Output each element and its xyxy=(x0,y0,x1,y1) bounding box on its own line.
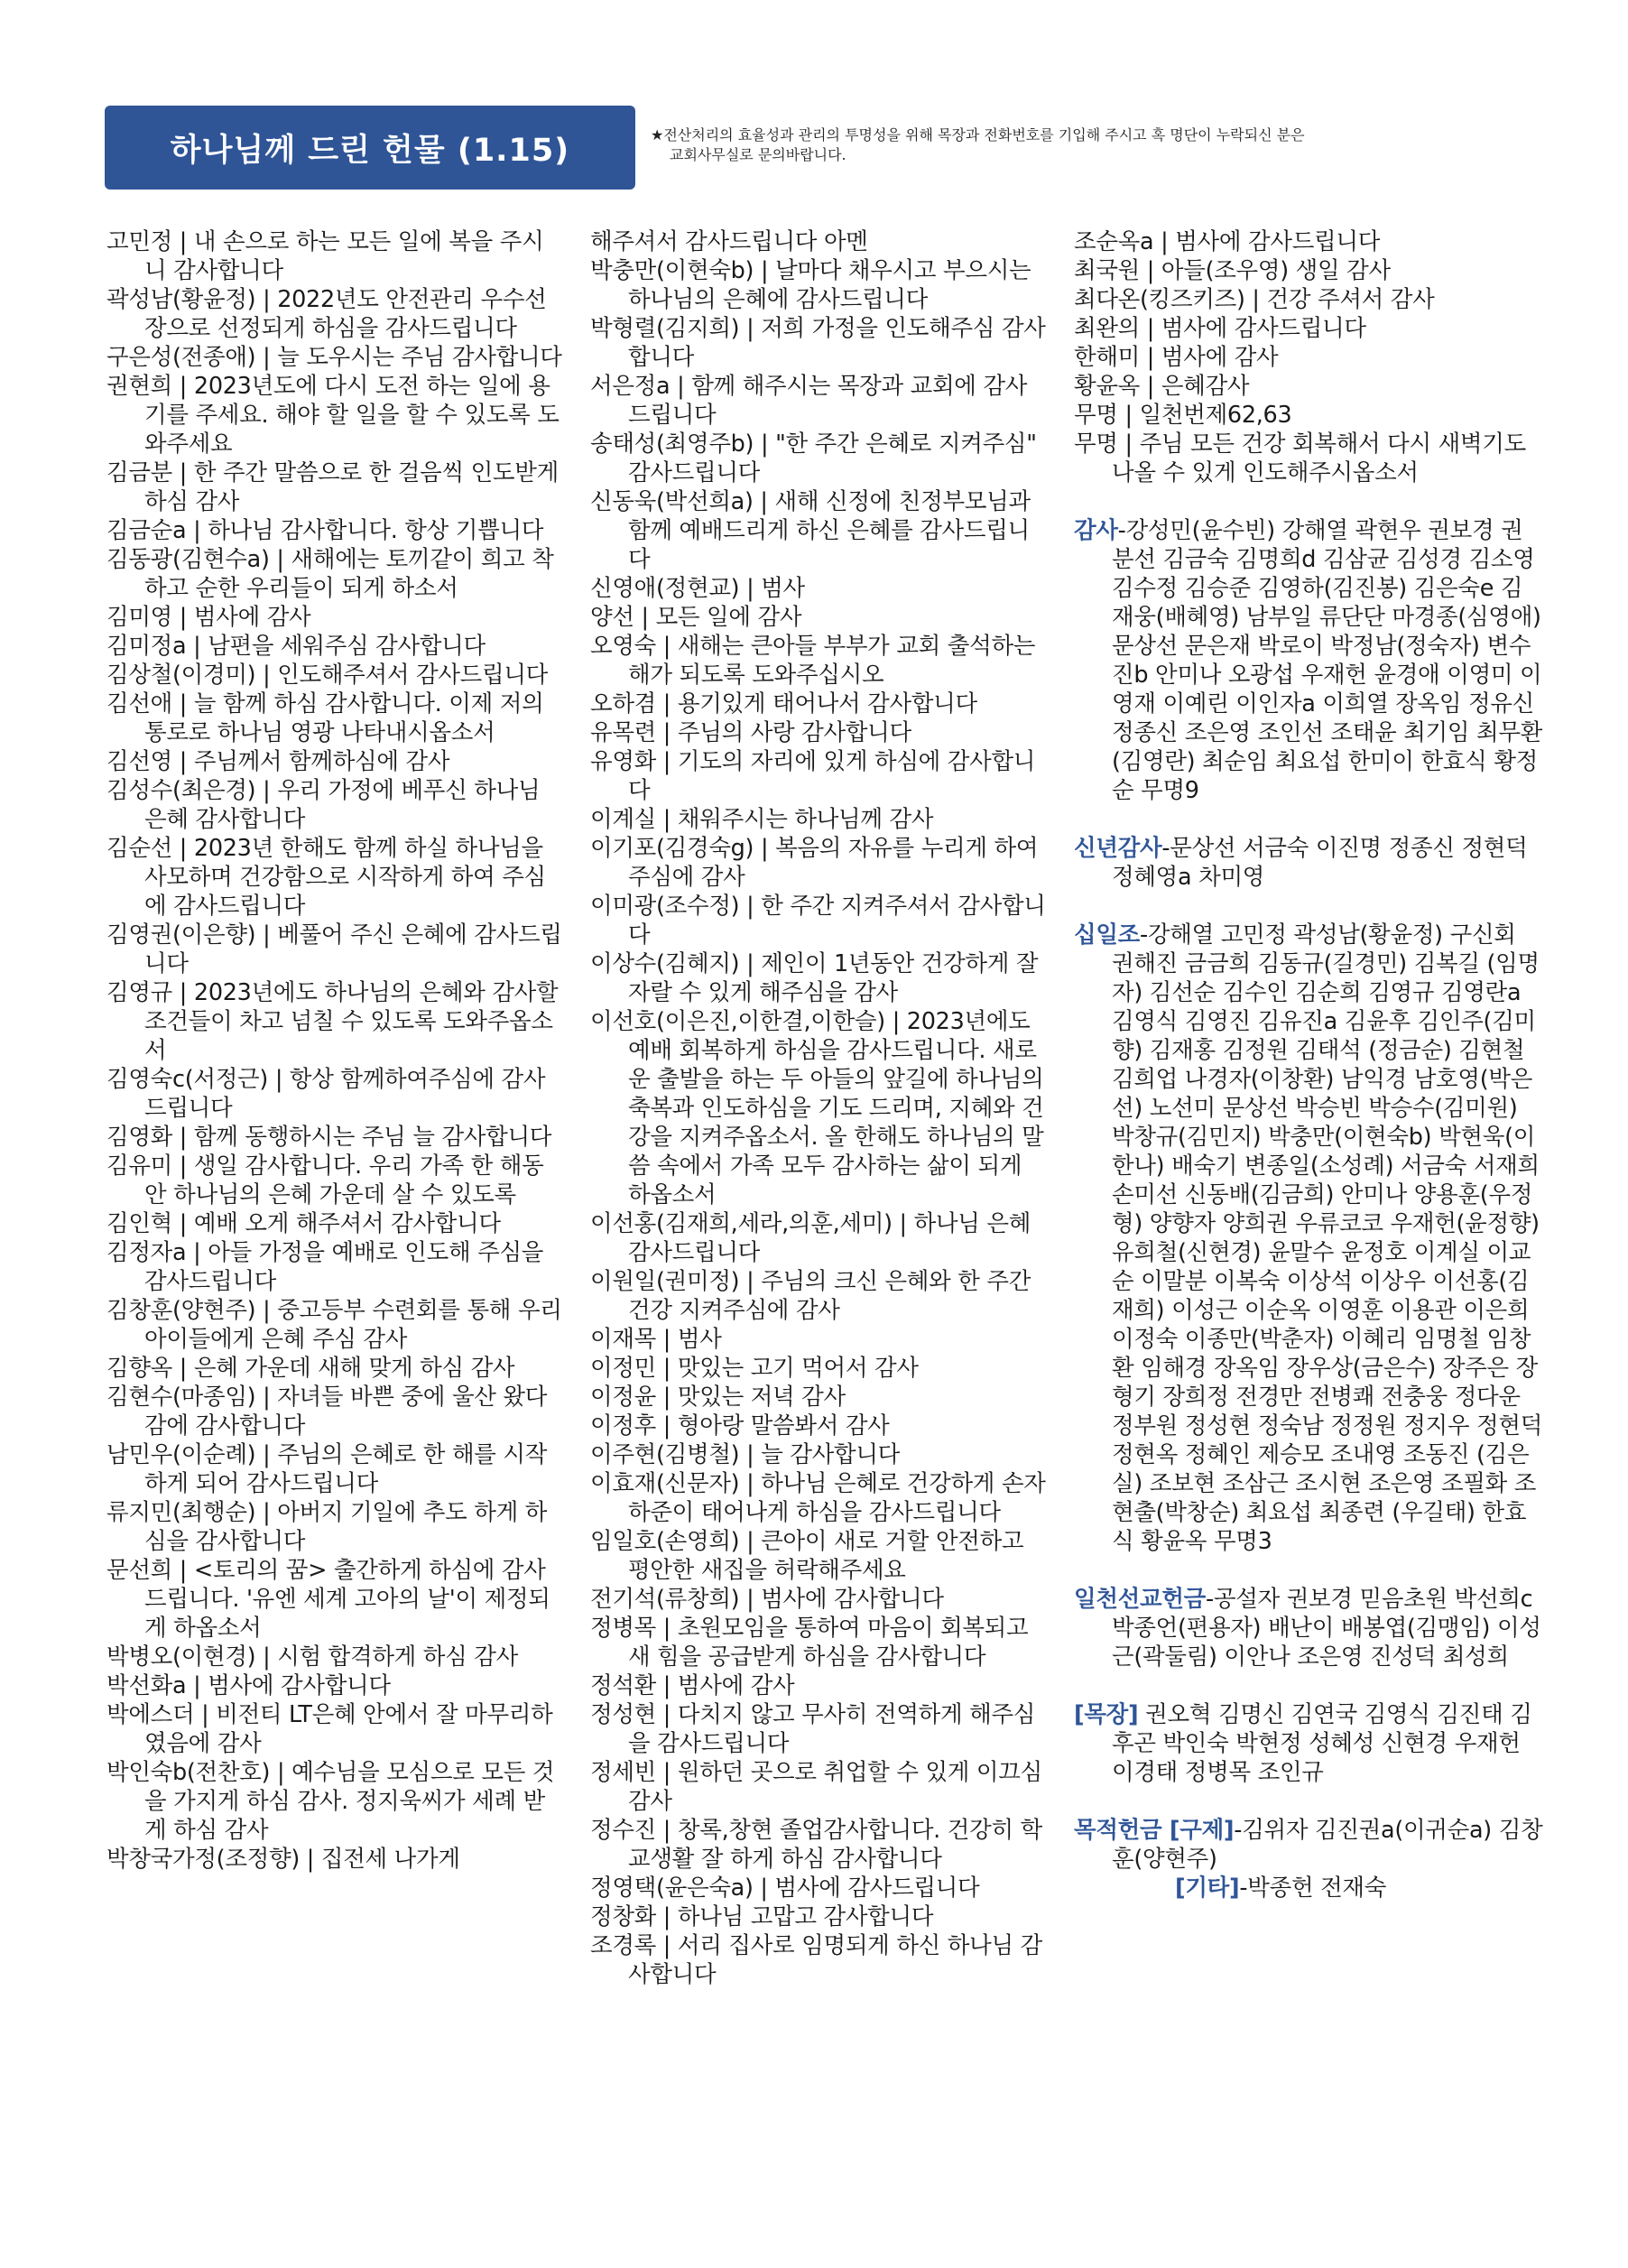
offering-sections xyxy=(1074,487,1543,1902)
offering-entry: 김인혁 | 예배 오게 해주셔서 감사합니다 xyxy=(106,1210,501,1237)
offering-entry: 최다온(킹즈키즈) | 건강 주셔서 감사 xyxy=(1074,286,1435,313)
offering-entry: 김영규 | 2023년에도 하나님의 은혜와 감사할 조건들이 차고 넘칠 수 있도록 도와주옵소서 xyxy=(106,979,559,1064)
offering-entry: 해주셔서 감사드립니다 아멘 xyxy=(590,228,868,255)
section-label: 목적헌금 [구제] xyxy=(1074,1817,1235,1844)
section-names: -강성민(윤수빈) 강해열 곽현우 권보경 권분선 김금숙 김명희d 김삼균 김성경 김소영 김수정 김승준 김영하(김진봉) 김은숙e 김재웅(배혜영) 남부일 류단단 마경종(심영애) 문상선 문은재 박로이 박정남(정숙자) 변수진b 안미나 오광섭 우재헌 윤경애 이영미 이영재 이예린 이인자a 이희열 장옥임 정유신 정종신 조은영 조인선 조태윤 최기임 최무환 (김영란) 최순임 최요섭 한미이 한효식 황정순 무명9 xyxy=(1112,517,1543,804)
section-sub-label: [기타] xyxy=(1175,1875,1240,1902)
offering-entry: 박형렬(김지희) | 저희 가정을 인도해주심 감사합니다 xyxy=(590,315,1046,371)
section-names: 권오혁 김명신 김연국 김영식 김진태 김후곤 박인숙 박현정 성혜성 신현경 우재헌 이경태 정병목 조인규 xyxy=(1112,1701,1532,1786)
section-spacer xyxy=(1074,487,1543,516)
offering-entry: 김영권(이은향) | 베풀어 주신 은혜에 감사드립니다 xyxy=(106,921,562,977)
offering-entry: 이미광(조수정) | 한 주간 지켜주셔서 감사합니다 xyxy=(590,893,1046,949)
offering-entry: 최국원 | 아들(조우영) 생일 감사 xyxy=(1074,257,1391,284)
offering-entry: 신동욱(박선희a) | 새해 신정에 친정부모님과 함께 예배드리게 하신 은혜를 감사드립니다 xyxy=(590,488,1031,573)
offering-column-1 xyxy=(106,227,563,1874)
offering-entry: 김선영 | 주님께서 함께하심에 감사 xyxy=(106,748,450,775)
offering-entry: 박선화a | 범사에 감사합니다 xyxy=(106,1672,391,1699)
offering-section xyxy=(1074,921,1543,1556)
offering-entry: 이주현(김병철) | 늘 감사합니다 xyxy=(590,1441,901,1468)
offering-entry: 유목련 | 주님의 사랑 감사합니다 xyxy=(590,719,911,746)
offering-entry: 무명 | 주님 모든 건강 회복해서 다시 새벽기도 나올 수 있게 인도해주시옵소서 xyxy=(1074,430,1526,486)
offering-entry: 이기포(김경숙g) | 복음의 자유를 누리게 하여 주심에 감사 xyxy=(590,835,1039,891)
offering-entry: 임일호(손영희) | 큰아이 새로 거할 안전하고 평안한 새집을 허락해주세요 xyxy=(590,1528,1024,1584)
offering-entry: 정석환 | 범사에 감사 xyxy=(590,1672,795,1699)
offering-entry: 정수진 | 창록,창현 졸업감사합니다. 건강히 학교생활 잘 하게 하심 감사합니다 xyxy=(590,1817,1042,1873)
offering-entry: 한해미 | 범사에 감사 xyxy=(1074,344,1279,371)
offering-entry: 김영숙c(서정근) | 항상 함께하여주심에 감사드립니다 xyxy=(106,1066,546,1122)
offering-entry: 구은성(전종애) | 늘 도우시는 주님 감사합니다 xyxy=(106,344,562,371)
offering-entry: 이재목 | 범사 xyxy=(590,1326,722,1353)
offering-entry: 남민우(이순례) | 주님의 은혜로 한 해를 시작하게 되어 감사드립니다 xyxy=(106,1441,548,1497)
offering-entry: 권현희 | 2023년도에 다시 도전 하는 일에 용기를 주세요. 해야 할 일을 할 수 있도록 도와주세요 xyxy=(106,373,560,458)
offering-entry: 박병오(이현경) | 시험 합격하게 하심 감사 xyxy=(106,1643,518,1671)
offering-entry: 김유미 | 생일 감사합니다. 우리 가족 한 해동안 하나님의 은혜 가운데 살 수 있도록 xyxy=(106,1153,544,1208)
section-names: -공설자 권보경 믿음초원 박선희c 박종언(편용자) 배난이 배봉엽(김맹임) 이성근(곽둘림) 이안나 조은영 진성덕 최성희 xyxy=(1112,1586,1541,1671)
offering-entry: 이상수(김혜지) | 제인이 1년동안 건강하게 잘 자랄 수 있게 해주심을 감사 xyxy=(590,950,1039,1006)
offering-entry: 정창화 | 하나님 고맙고 감사합니다 xyxy=(590,1903,934,1930)
offering-entry: 김성수(최은경) | 우리 가정에 베푸신 하나님 은혜 감사합니다 xyxy=(106,777,541,833)
section-label: [목장] xyxy=(1074,1701,1139,1728)
section-names: -강해열 고민정 곽성남(황윤정) 구신회 권해진 금금희 김동규(길경민) 김복길 (임명자) 김선순 김수인 김순희 김영규 김영란a 김영식 김영진 김유진a 김윤후 김인주(김미향) 김재홍 김정원 김태석 (정금순) 김현철 김희업 나경자(이창환) 남익경 남호영(박은선) 노선미 문상선 박승빈 박승수(김미원) 박창규(김민지) 박충만(이현숙b) 박현욱(이한나) 배숙기 변종일(소성례) 서금숙 서재희 손미선 신동배(김금희) 안미나 양용훈(우정형) 양향자 양희권 우류코코 우재헌(윤정향) 유희철(신현경) 윤말수 윤정호 이계실 이교순 이말분 이복숙 이상석 이상우 이선홍(김재희) 이성근 이순옥 이영훈 이용관 이은희 이정숙 이종만(박춘자) 이혜리 임명철 임창환 임해경 장옥임 장우상(금은수) 장주은 장형기 장희정 전경만 전병쾌 전충웅 정다운 정부원 정성현 정숙남 정정원 정지우 정현덕 정현옥 정혜인 제승모 조내영 조동진 (김은실) 조보현 조삼근 조시현 조은영 조필화 조현출(박창순) 최요섭 최종련 (우길태) 한효식 황윤옥 무명3 xyxy=(1112,921,1543,1555)
offering-entry: 박충만(이현숙b) | 날마다 채우시고 부으시는 하나님의 은혜에 감사드립니다 xyxy=(590,257,1031,313)
offering-entry: 이정윤 | 맛있는 저녁 감사 xyxy=(590,1384,846,1411)
offering-entry: 이효재(신문자) | 하나님 은혜로 건강하게 손자 하준이 태어나게 하심을 감사드립니다 xyxy=(590,1470,1046,1526)
offering-entry: 김상철(이경미) | 인도해주셔서 감사드립니다 xyxy=(106,662,549,689)
offering-entry: 양선 | 모든 일에 감사 xyxy=(590,604,802,631)
section-sub-names: -박종헌 전재숙 xyxy=(1239,1875,1387,1902)
offering-entry: 이원일(권미정) | 주님의 크신 은혜와 한 주간 건강 지켜주심에 감사 xyxy=(590,1268,1031,1324)
section-spacer xyxy=(1074,1671,1543,1700)
notice xyxy=(651,125,1553,165)
offering-entry: 최완의 | 범사에 감사드립니다 xyxy=(1074,315,1366,342)
offering-entry: 조경록 | 서리 집사로 임명되게 하신 하나님 감사합니다 xyxy=(590,1932,1042,1988)
offering-entry: 서은정a | 함께 해주시는 목장과 교회에 감사드립니다 xyxy=(590,373,1028,429)
offering-entry: 김향옥 | 은혜 가운데 새해 맞게 하심 감사 xyxy=(106,1355,515,1382)
offering-entry: 김금순a | 하나님 감사합니다. 항상 기쁩니다 xyxy=(106,517,544,544)
offering-section xyxy=(1074,834,1543,892)
offering-section xyxy=(1074,1585,1543,1671)
offering-entry: 류지민(최행순) | 아버지 기일에 추도 하게 하심을 감사합니다 xyxy=(106,1499,548,1555)
section-names: -김위자 김진권a(이귀순a) 김창훈(양현주) xyxy=(1112,1817,1543,1873)
offering-entry: 박인숙b(전찬호) | 예수님을 모심으로 모든 것을 가지게 하심 감사. 정지욱씨가 세례 받게 하심 감사 xyxy=(106,1759,555,1844)
offering-entry: 고민정 | 내 손으로 하는 모든 일에 복을 주시니 감사합니다 xyxy=(106,228,544,284)
offering-column-2 xyxy=(590,227,1047,1989)
offering-column-3 xyxy=(1074,227,1543,1902)
offering-entry: 무명 | 일천번제62,63 xyxy=(1074,402,1292,429)
offering-entry: 김창훈(양현주) | 중고등부 수련회를 통해 우리 아이들에게 은혜 주심 감사 xyxy=(106,1297,562,1353)
notice-line-1: ★전산처리의 효율성과 관리의 투명성을 위해 목장과 전화번호를 기입해 주시고 혹 명단이 누락되신 분은 xyxy=(651,126,1305,143)
offering-entry: 오영숙 | 새해는 큰아들 부부가 교회 출석하는 해가 되도록 도와주십시오 xyxy=(590,633,1036,689)
offering-entry: 이계실 | 채워주시는 하나님께 감사 xyxy=(590,806,934,833)
offering-entry: 김미정a | 남편을 세워주심 감사합니다 xyxy=(106,633,486,660)
offering-section xyxy=(1074,1816,1543,1902)
offering-column-3-entries xyxy=(1074,227,1543,487)
offering-entry: 김순선 | 2023년 한해도 함께 하실 하나님을 사모하며 건강함으로 시작하게 하여 주심에 감사드립니다 xyxy=(106,835,546,920)
offering-entry: 정성현 | 다치지 않고 무사히 전역하게 해주심을 감사드립니다 xyxy=(590,1701,1036,1757)
offering-entry: 이선홍(김재희,세라,의훈,세미) | 하나님 은혜 감사드립니다 xyxy=(590,1210,1031,1266)
offering-entry: 곽성남(황윤정) | 2022년도 안전관리 우수선장으로 선정되게 하심을 감사드립니다 xyxy=(106,286,547,342)
offering-entry: 문선희 | <토리의 꿈> 출간하게 하심에 감사드립니다. '유엔 세계 고아의 날'이 제정되게 하옵소서 xyxy=(106,1557,550,1642)
section-spacer xyxy=(1074,892,1543,921)
section-label: 십일조 xyxy=(1074,921,1140,949)
offering-entry: 정세빈 | 원하던 곳으로 취업할 수 있게 이끄심 감사 xyxy=(590,1759,1042,1815)
offering-entry: 박창국가정(조정향) | 집전세 나가게 xyxy=(106,1846,460,1873)
offering-entry: 전기석(류창희) | 범사에 감사합니다 xyxy=(590,1586,944,1613)
offering-entry: 김현수(마종임) | 자녀들 바쁜 중에 울산 왔다 감에 감사합니다 xyxy=(106,1384,548,1439)
offering-entry: 김영화 | 함께 동행하시는 주님 늘 감사합니다 xyxy=(106,1124,552,1151)
offering-entry: 김금분 | 한 주간 말씀으로 한 걸음씩 인도받게 하심 감사 xyxy=(106,459,559,515)
offering-entry: 이정후 | 형아랑 말씀봐서 감사 xyxy=(590,1412,890,1439)
section-label: 감사 xyxy=(1074,517,1118,544)
section-label: 일천선교헌금 xyxy=(1074,1586,1206,1613)
offering-entry: 오하겸 | 용기있게 태어나서 감사합니다 xyxy=(590,690,977,717)
offering-entry: 김미영 | 범사에 감사 xyxy=(106,604,311,631)
offering-entry: 조순옥a | 범사에 감사드립니다 xyxy=(1074,228,1381,255)
section-spacer xyxy=(1074,1556,1543,1585)
offering-entry: 송태성(최영주b) | "한 주간 은혜로 지켜주심" 감사드립니다 xyxy=(590,430,1037,486)
offering-entry: 김선애 | 늘 함께 하심 감사합니다. 이제 저의 통로로 하나님 영광 나타내시옵소서 xyxy=(106,690,544,746)
offering-section xyxy=(1074,1700,1543,1787)
section-spacer xyxy=(1074,805,1543,834)
offering-entry: 이정민 | 맛있는 고기 먹어서 감사 xyxy=(590,1355,919,1382)
offering-entry: 김동광(김현수a) | 새해에는 토끼같이 희고 착하고 순한 우리들이 되게 하소서 xyxy=(106,546,554,602)
offering-entry: 김정자a | 아들 가정을 예배로 인도해 주심을 감사드립니다 xyxy=(106,1239,544,1295)
notice-line-2: 교회사무실로 문의바랍니다. xyxy=(670,146,846,163)
section-label: 신년감사 xyxy=(1074,835,1162,862)
offering-entry: 이선호(이은진,이한결,이한슬) | 2023년에도 예배 회복하게 하심을 감사드립니다. 새로운 출발을 하는 두 아들의 앞길에 하나님의 축복과 인도하심을 기도 드리며, 지혜와 건강을 지켜주옵소서. 올 한해도 하나님의 말씀 속에서 가족 모두 감사하는 삶이 되게 하옵소서 xyxy=(590,1008,1044,1208)
offering-entry: 신영애(정현교) | 범사 xyxy=(590,575,805,602)
page-title-box xyxy=(105,106,635,190)
offering-entry: 황윤옥 | 은혜감사 xyxy=(1074,373,1250,400)
offering-entry: 정병목 | 초원모임을 통하여 마음이 회복되고 새 힘을 공급받게 하심을 감사합니다 xyxy=(590,1615,1029,1671)
offering-entry: 유영화 | 기도의 자리에 있게 하심에 감사합니다 xyxy=(590,748,1036,804)
section-sub-line xyxy=(1112,1874,1543,1902)
section-names: -문상선 서금숙 이진명 정종신 정현덕 정혜영a 차미영 xyxy=(1112,835,1528,891)
offering-section xyxy=(1074,516,1543,805)
section-spacer xyxy=(1074,1787,1543,1816)
page-title: 하나님께 드린 헌물 (1.15) xyxy=(170,132,570,169)
offering-entry: 박에스더 | 비전티 LT은혜 안에서 잘 마무리하였음에 감사 xyxy=(106,1701,553,1757)
offering-entry: 정영택(윤은숙a) | 범사에 감사드립니다 xyxy=(590,1875,980,1902)
